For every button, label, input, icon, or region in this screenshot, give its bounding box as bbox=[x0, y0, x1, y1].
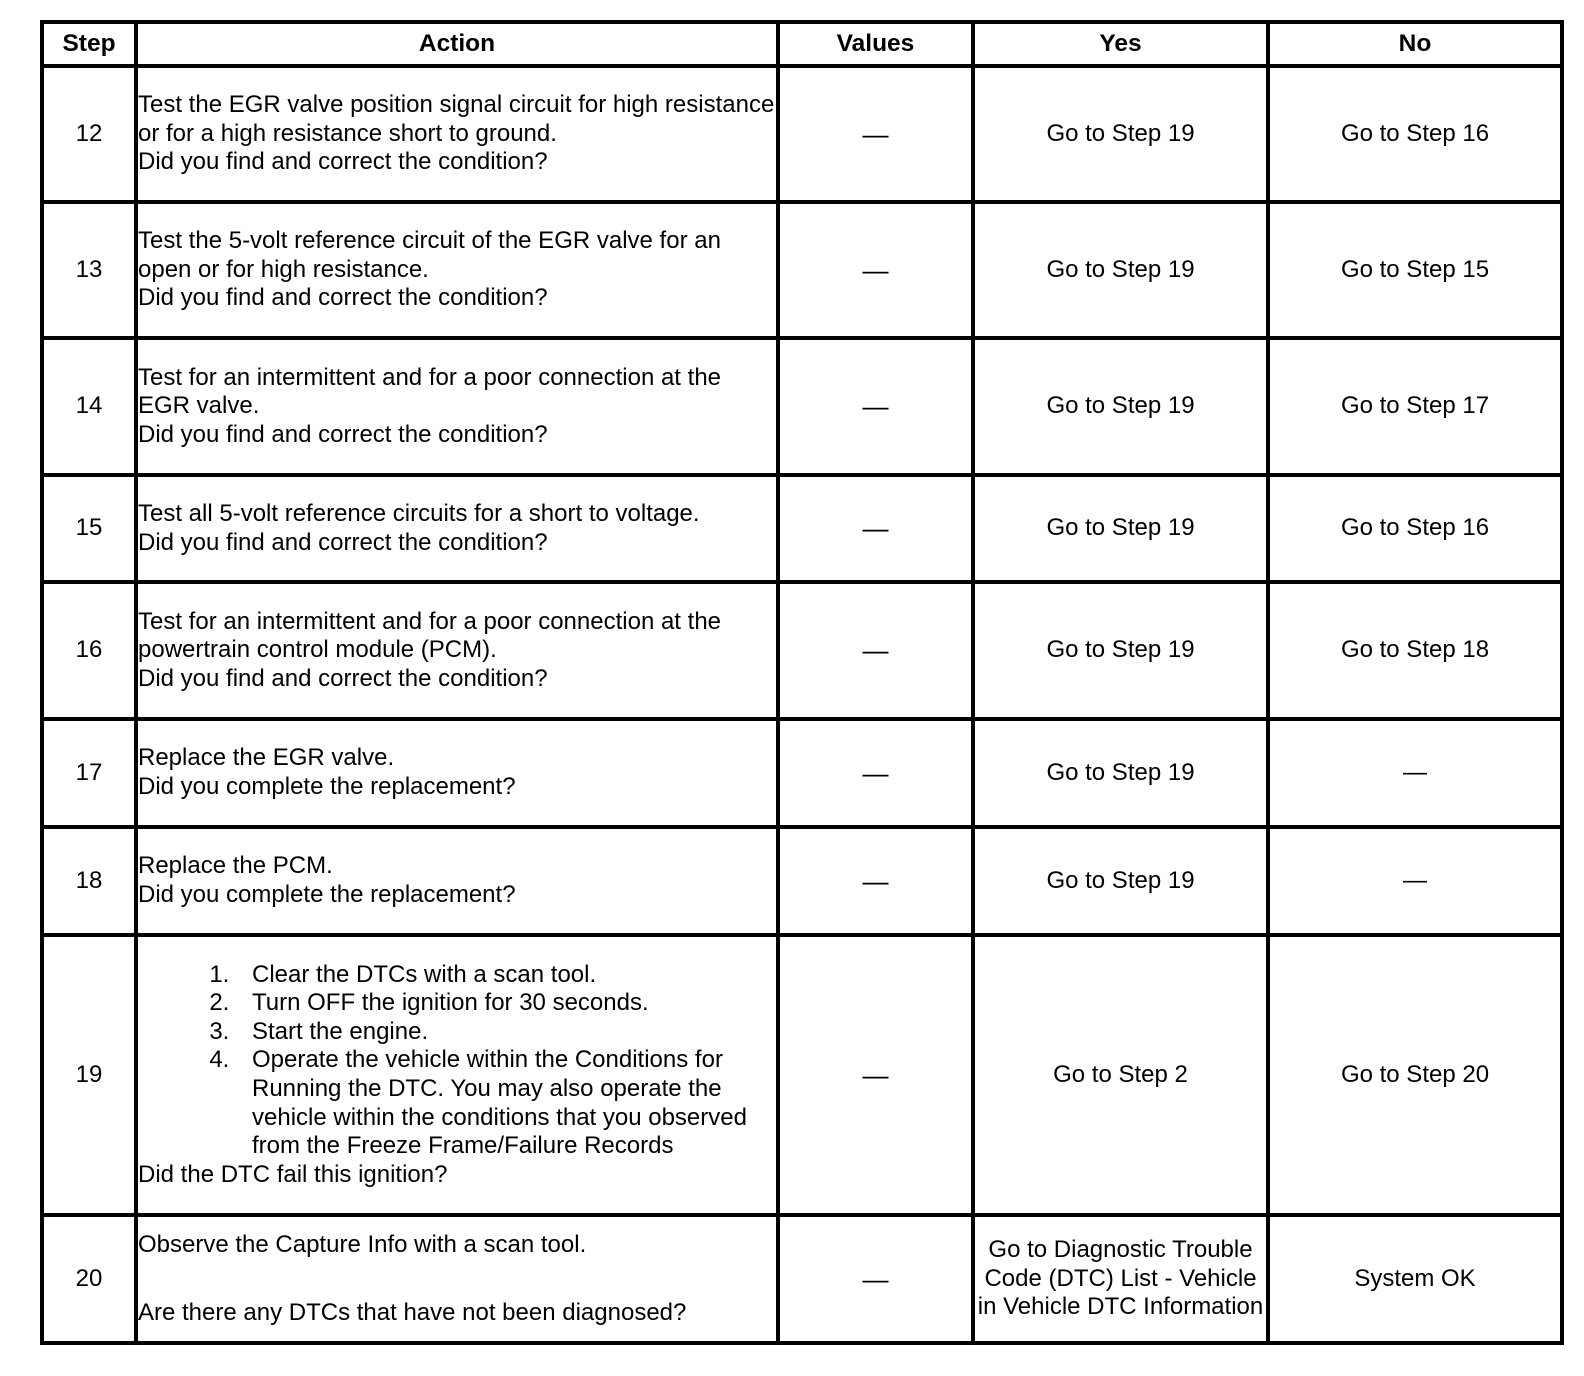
action-text: Test the EGR valve position signal circuit for high resistance or for a high resistance short to ground. bbox=[138, 91, 775, 147]
no-cell: — bbox=[1268, 827, 1562, 935]
values-cell: — bbox=[778, 582, 973, 719]
yes-cell: Go to Step 19 bbox=[973, 66, 1268, 202]
table-row bbox=[42, 935, 1562, 1215]
yes-cell: Go to Step 19 bbox=[973, 338, 1268, 475]
table-row bbox=[42, 582, 1562, 719]
no-cell: Go to Step 20 bbox=[1268, 935, 1562, 1215]
action-cell bbox=[136, 202, 778, 338]
action-question: Did you complete the replacement? bbox=[138, 881, 516, 908]
yes-cell: Go to Step 19 bbox=[973, 582, 1268, 719]
yes-cell[interactable]: Go to Diagnostic Trouble Code (DTC) List - Vehicle in Vehicle DTC Information bbox=[973, 1215, 1268, 1343]
no-cell: System OK bbox=[1268, 1215, 1562, 1343]
yes-cell: Go to Step 19 bbox=[973, 475, 1268, 582]
action-cell bbox=[136, 719, 778, 827]
table-row bbox=[42, 338, 1562, 475]
table-row bbox=[42, 475, 1562, 582]
table-row bbox=[42, 66, 1562, 202]
values-cell: — bbox=[778, 66, 973, 202]
diagnostic-table bbox=[40, 20, 1564, 1345]
table-row bbox=[42, 827, 1562, 935]
action-question: Did you find and correct the condition? bbox=[138, 148, 548, 176]
header-action: Action bbox=[136, 22, 778, 66]
step-number: 13 bbox=[42, 202, 136, 338]
list-item: 3. Start the engine. bbox=[236, 1018, 776, 1047]
action-question: Are there any DTCs that have not been diagnosed? bbox=[138, 1298, 687, 1326]
action-cell bbox=[136, 935, 778, 1215]
yes-cell: Go to Step 19 bbox=[973, 827, 1268, 935]
action-question: Did you find and correct the condition? bbox=[138, 420, 548, 448]
action-question: Did the DTC fail this ignition? bbox=[138, 1160, 448, 1188]
action-question: Did you find and correct the condition? bbox=[138, 284, 548, 312]
header-yes: Yes bbox=[973, 22, 1268, 66]
no-cell: Go to Step 17 bbox=[1268, 338, 1562, 475]
action-cell bbox=[136, 582, 778, 719]
action-cell bbox=[136, 827, 778, 935]
action-question: Did you find and correct the condition? bbox=[138, 664, 548, 692]
action-cell bbox=[136, 1215, 778, 1343]
list-item: 2. Turn OFF the ignition for 30 seconds. bbox=[236, 989, 776, 1018]
action-cell bbox=[136, 338, 778, 475]
header-step: Step bbox=[42, 22, 136, 66]
step-number: 20 bbox=[42, 1215, 136, 1343]
header-no: No bbox=[1268, 22, 1562, 66]
action-text: Test the 5-volt reference circuit of the EGR valve for an open or for high resistance. bbox=[138, 227, 721, 283]
step-number: 12 bbox=[42, 66, 136, 202]
header-values: Values bbox=[778, 22, 973, 66]
values-cell: — bbox=[778, 475, 973, 582]
action-text: Test for an intermittent and for a poor connection at the powertrain control module (PCM). bbox=[138, 607, 722, 664]
no-cell: Go to Step 16 bbox=[1268, 475, 1562, 582]
values-cell: — bbox=[778, 202, 973, 338]
action-text: Observe the Capture Info with a scan tool. bbox=[138, 1230, 587, 1258]
table-row bbox=[42, 202, 1562, 338]
step-number: 17 bbox=[42, 719, 136, 827]
action-text: Test for an intermittent and for a poor connection at the EGR valve. bbox=[138, 363, 722, 420]
action-question: Did you find and correct the condition? bbox=[138, 528, 548, 556]
no-cell: Go to Step 16 bbox=[1268, 66, 1562, 202]
step-number: 19 bbox=[42, 935, 136, 1215]
yes-cell: Go to Step 19 bbox=[973, 202, 1268, 338]
action-cell bbox=[136, 66, 778, 202]
values-cell: — bbox=[778, 338, 973, 475]
action-text: Replace the PCM. bbox=[138, 852, 333, 880]
list-item: 1. Clear the DTCs with a scan tool. bbox=[236, 961, 776, 990]
table-row bbox=[42, 719, 1562, 827]
step-number: 14 bbox=[42, 338, 136, 475]
table-row bbox=[42, 1215, 1562, 1343]
header-row bbox=[42, 22, 1562, 66]
values-cell: — bbox=[778, 719, 973, 827]
no-cell: Go to Step 18 bbox=[1268, 582, 1562, 719]
action-text: Replace the EGR valve. bbox=[138, 744, 395, 772]
yes-cell: Go to Step 19 bbox=[973, 719, 1268, 827]
action-cell bbox=[136, 475, 778, 582]
no-cell: Go to Step 15 bbox=[1268, 202, 1562, 338]
values-cell: — bbox=[778, 1215, 973, 1343]
step-number: 16 bbox=[42, 582, 136, 719]
values-cell: — bbox=[778, 935, 973, 1215]
procedure-list bbox=[138, 961, 776, 1161]
list-item: 4. Operate the vehicle within the Conditions for Running the DTC. You may also operate the vehicle within the conditions that you observed from the Freeze Frame/Failure Records bbox=[236, 1046, 776, 1160]
values-cell: — bbox=[778, 827, 973, 935]
action-text: Test all 5-volt reference circuits for a short to voltage. bbox=[138, 499, 700, 527]
yes-cell: Go to Step 2 bbox=[973, 935, 1268, 1215]
step-number: 18 bbox=[42, 827, 136, 935]
no-cell: — bbox=[1268, 719, 1562, 827]
step-number: 15 bbox=[42, 475, 136, 582]
action-question: Did you complete the replacement? bbox=[138, 773, 516, 800]
